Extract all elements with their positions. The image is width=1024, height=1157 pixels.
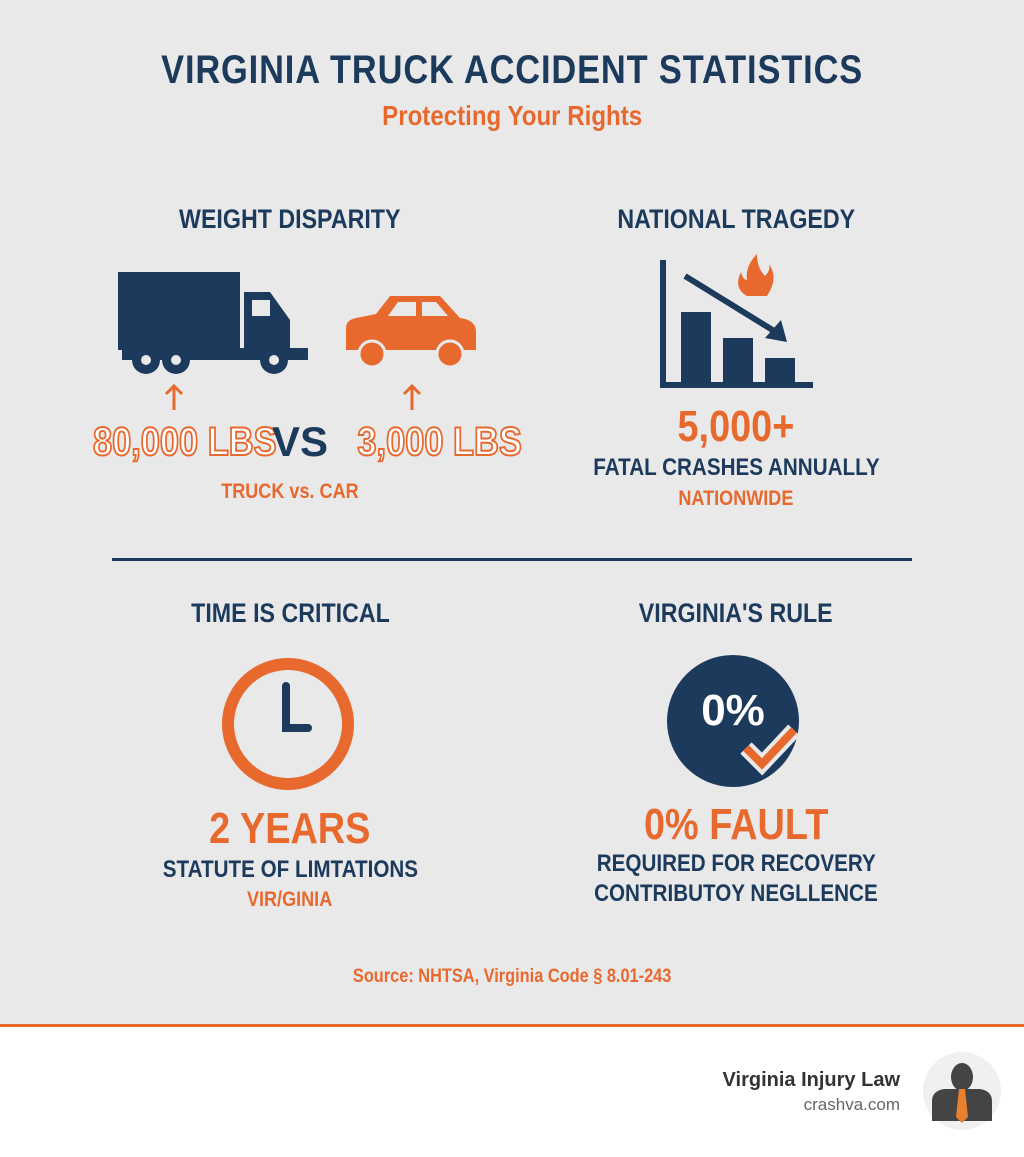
declining-chart-icon (655, 250, 820, 390)
flame-icon (738, 254, 773, 296)
tragedy-line1: FATAL CRASHES ANNUALLY (592, 454, 880, 481)
firm-name: Virginia Injury Law (722, 1069, 900, 1091)
truck-weight: 80,000 LBS (92, 420, 277, 464)
footer (0, 1024, 1024, 1157)
rule-line2: CONTRIBUTOY NEGLLENCE (594, 880, 878, 907)
page-subtitle: Protecting Your Rights (382, 100, 642, 131)
time-number: 2 YEARS (209, 804, 371, 853)
rule-line1: REQUIRED FOR RECOVERY (596, 850, 876, 877)
section-divider (112, 558, 912, 561)
weight-caption: TRUCK vs. CAR (221, 480, 359, 503)
firm-website[interactable]: crashva.com (803, 1095, 900, 1114)
rule-heading: VIRGINIA'S RULE (639, 598, 833, 628)
page-title: VIRGINIA TRUCK ACCIDENT STATISTICS (161, 48, 863, 92)
lawyer-avatar-icon (922, 1051, 1002, 1131)
car-weight: 3,000 LBS (357, 420, 522, 464)
tragedy-heading: NATIONAL TRAGEDY (617, 204, 855, 234)
time-heading: TIME IS CRITICAL (190, 598, 390, 628)
car-icon (346, 296, 476, 367)
rule-number: 0% FAULT (643, 800, 829, 849)
truck-vs-car-illustration (110, 268, 490, 418)
time-line1: STATUTE OF LIMTATIONS (162, 856, 418, 883)
clock-icon (218, 654, 358, 794)
weight-heading: WEIGHT DISPARITY (179, 204, 401, 234)
fatal-crashes-number: 5,000+ (677, 402, 795, 451)
tragedy-line2: NATIONWIDE (678, 487, 794, 510)
truck-icon (118, 272, 308, 374)
time-line2: VIR/GINIA (247, 888, 333, 911)
source-citation: Source: NHTSA, Virginia Code § 8.01-243 (352, 966, 672, 987)
badge-text: 0% (701, 686, 765, 735)
arrow-up-icon (166, 386, 420, 410)
vs-label: VS (272, 418, 329, 465)
